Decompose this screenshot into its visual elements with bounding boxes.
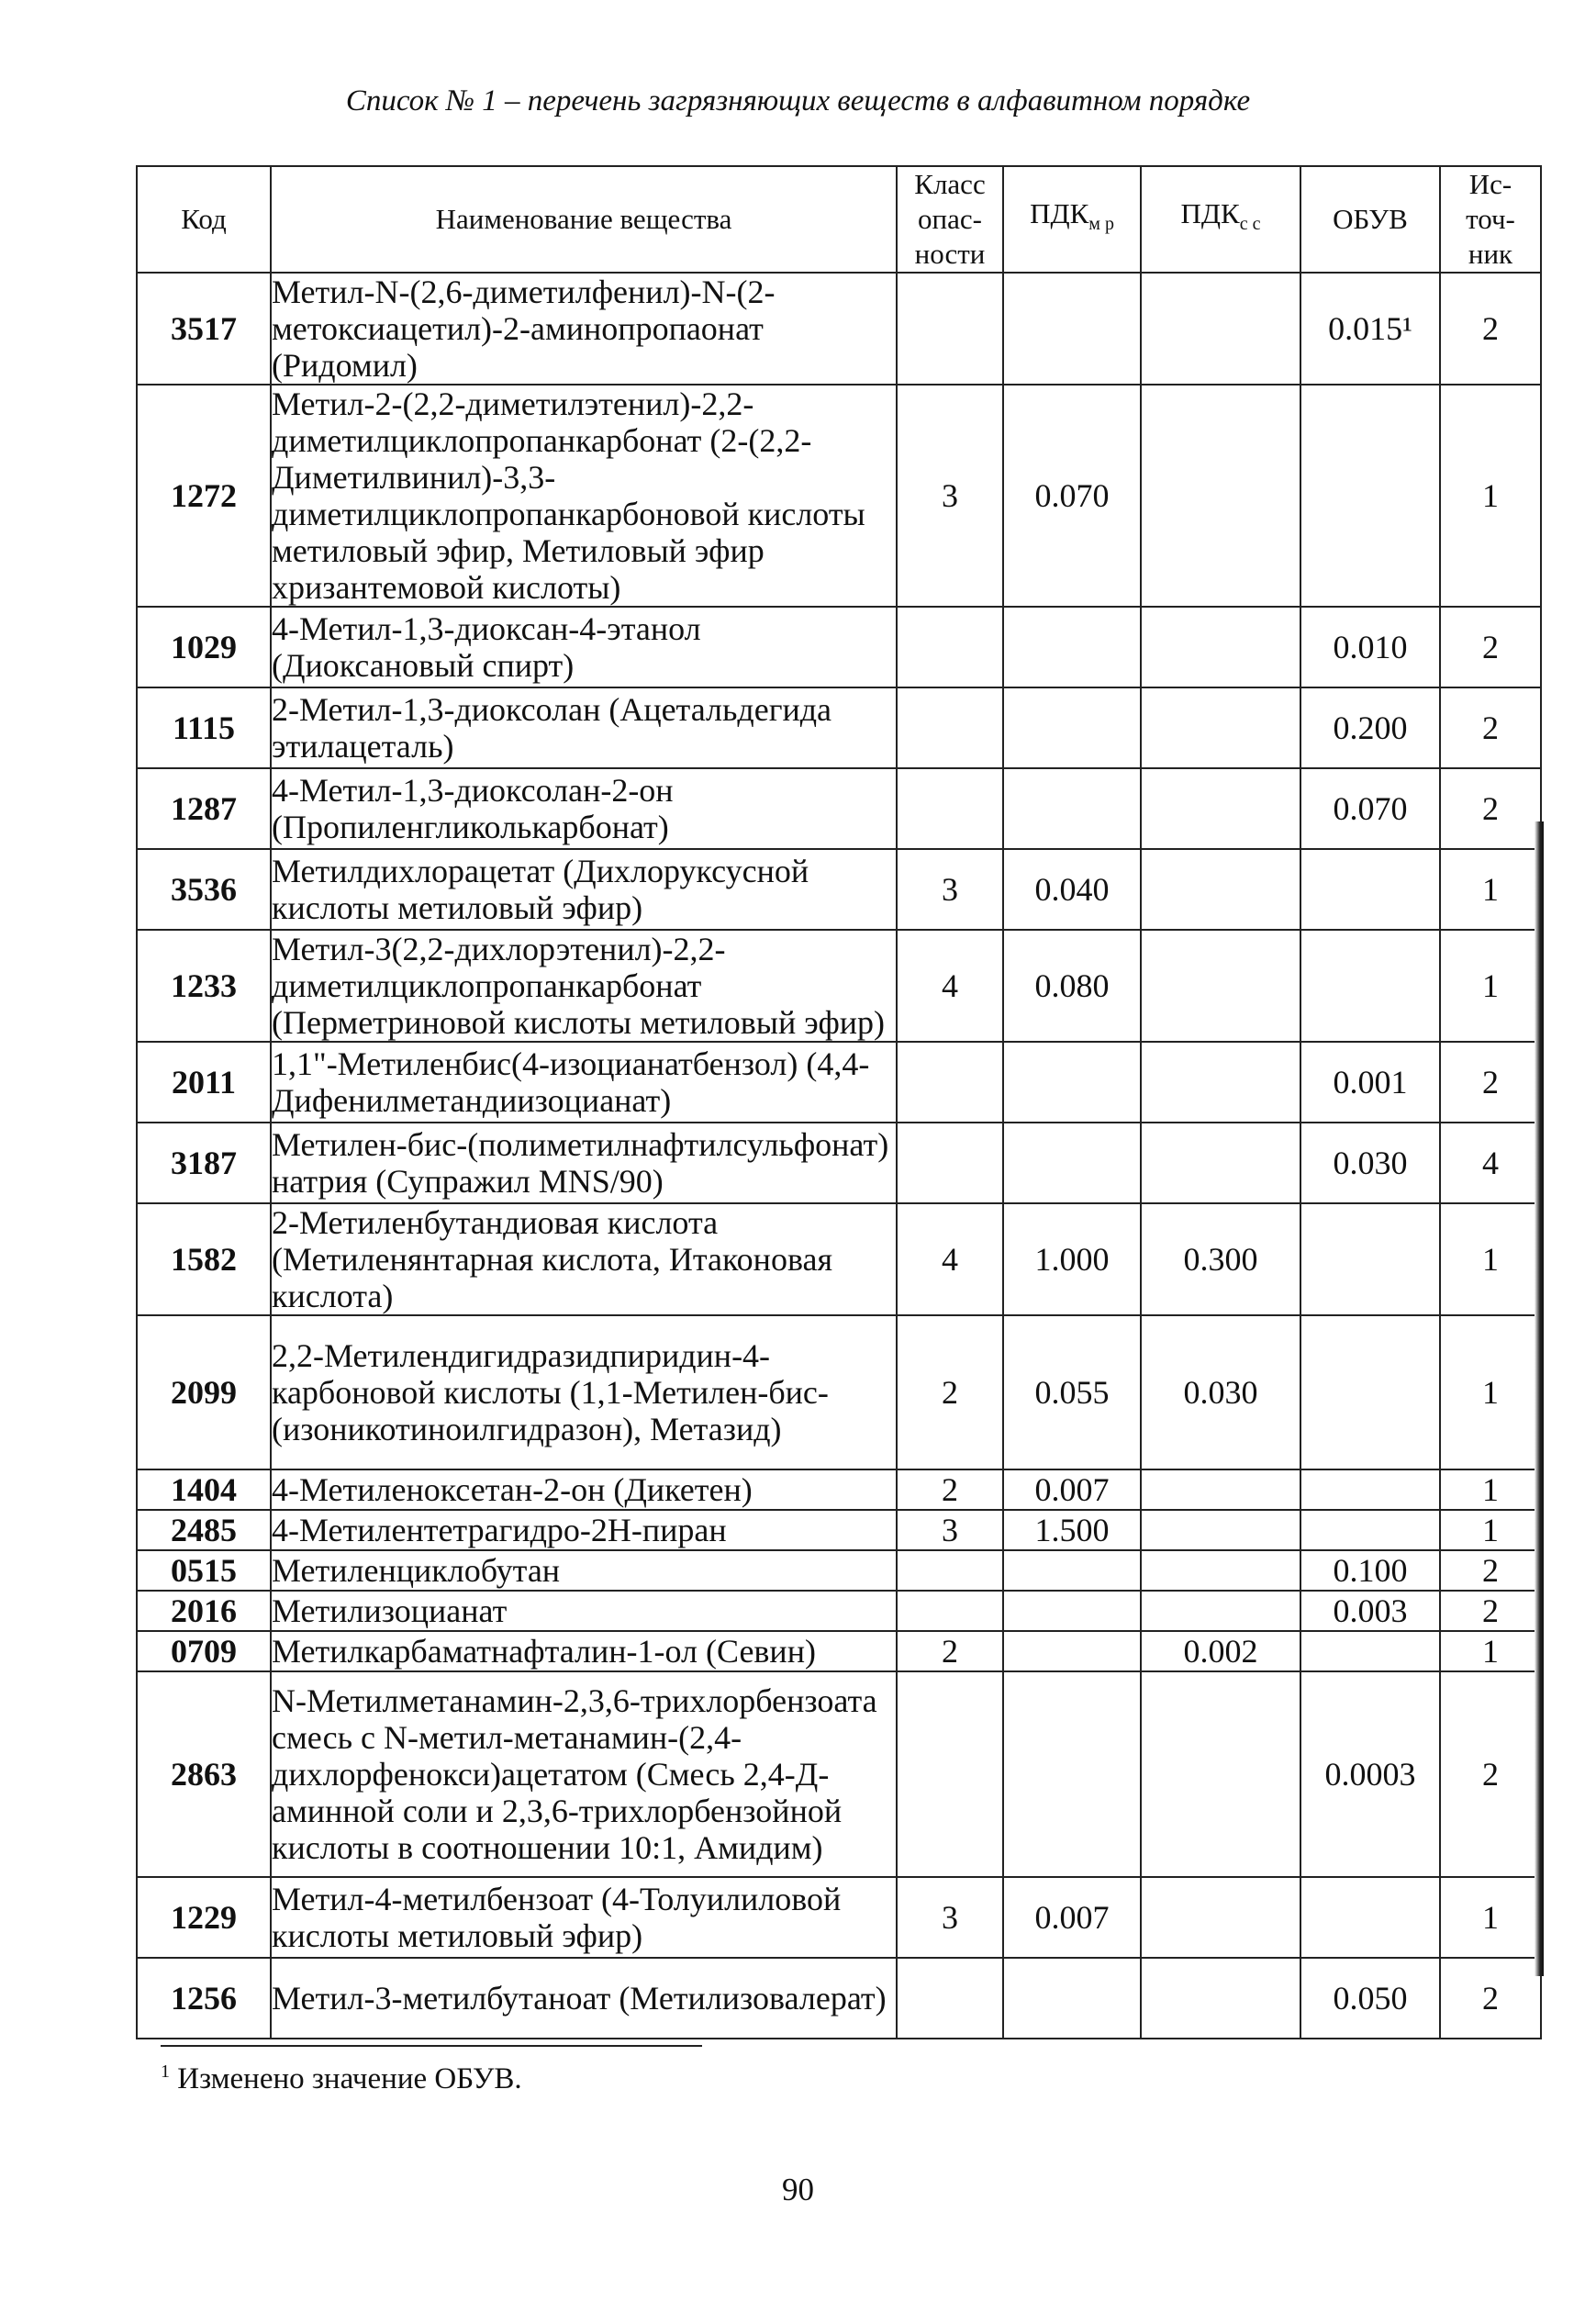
obuv-cell: 0.100: [1300, 1550, 1440, 1591]
table-row: [137, 1591, 1541, 1631]
obuv-cell: [1300, 1510, 1440, 1550]
footnote-text: Изменено значение ОБУВ.: [177, 2062, 522, 2095]
code-cell: 3187: [137, 1123, 271, 1203]
table-row: [137, 273, 1541, 385]
obuv-cell: 0.003: [1300, 1591, 1440, 1631]
table-row: [137, 385, 1541, 607]
pdk-mr-cell: 0.055: [1003, 1315, 1141, 1469]
pdk-mr-cell: 1.500: [1003, 1510, 1141, 1550]
code-cell: 1272: [137, 385, 271, 607]
col-header-name: Наименование вещества: [271, 166, 897, 273]
code-cell: 1582: [137, 1203, 271, 1315]
substance-name-cell: Метилен-бис-(полиметилнафтилсульфонат) натрия (Супражил MNS/90): [271, 1123, 897, 1203]
substance-name-cell: Метил-3(2,2-дихлорэтенил)-2,2-диметилциклопропанкарбонат (Перметриновой кислоты метиловый эфир): [271, 930, 897, 1042]
hazard-class-cell: 3: [897, 849, 1003, 930]
obuv-cell: [1300, 849, 1440, 930]
hazard-class-cell: 3: [897, 1510, 1003, 1550]
pdk-mr-cell: [1003, 1631, 1141, 1671]
hazard-class-cell: [897, 607, 1003, 687]
substance-name-cell: Метил-4-метилбензоат (4-Толуилиловой кислоты метиловый эфир): [271, 1877, 897, 1958]
pdk-mr-cell: [1003, 768, 1141, 849]
obuv-cell: [1300, 1469, 1440, 1510]
substance-name-cell: 4-Метил-1,3-диоксолан-2-он (Пропиленгликолькарбонат): [271, 768, 897, 849]
substance-name-cell: 4-Метиленоксетан-2-он (Дикетен): [271, 1469, 897, 1510]
pdk-ss-cell: [1141, 930, 1300, 1042]
col-header-source: Ис- точ- ник: [1440, 166, 1541, 273]
table-row: [137, 849, 1541, 930]
pdk-ss-cell: 0.300: [1141, 1203, 1300, 1315]
pdk-mr-cell: 0.007: [1003, 1877, 1141, 1958]
code-cell: 1256: [137, 1958, 271, 2039]
substance-name-cell: 4-Метил-1,3-диоксан-4-этанол (Диоксановый спирт): [271, 607, 897, 687]
code-cell: 1233: [137, 930, 271, 1042]
source-cell: 1: [1440, 1631, 1541, 1671]
source-cell: 2: [1440, 1591, 1541, 1631]
pdk-ss-cell: [1141, 1123, 1300, 1203]
obuv-cell: [1300, 385, 1440, 607]
code-cell: 2485: [137, 1510, 271, 1550]
table-row: [137, 607, 1541, 687]
substance-name-cell: 2,2-Метилендигидразидпиридин-4-карбоновой кислоты (1,1-Метилен-бис-(изоникотиноилгидразон), Метазид): [271, 1315, 897, 1469]
hazard-class-cell: [897, 687, 1003, 768]
substance-name-cell: Метил-3-метилбутаноат (Метилизовалерат): [271, 1958, 897, 2039]
code-cell: 1115: [137, 687, 271, 768]
pdk-mr-cell: 0.070: [1003, 385, 1141, 607]
hazard-class-cell: 2: [897, 1469, 1003, 1510]
source-cell: 2: [1440, 273, 1541, 385]
table-row: [137, 1469, 1541, 1510]
code-cell: 2016: [137, 1591, 271, 1631]
pdk-ss-cell: [1141, 1877, 1300, 1958]
hazard-class-cell: [897, 768, 1003, 849]
pdk-ss-cell: [1141, 1591, 1300, 1631]
code-cell: 2863: [137, 1671, 271, 1877]
obuv-cell: 0.200: [1300, 687, 1440, 768]
substance-name-cell: Метиленциклобутан: [271, 1550, 897, 1591]
hazard-class-cell: 4: [897, 1203, 1003, 1315]
substance-name-cell: 2-Метил-1,3-диоксолан (Ацетальдегида этилацеталь): [271, 687, 897, 768]
hazard-class-cell: 2: [897, 1315, 1003, 1469]
substance-name-cell: Метил-2-(2,2-диметилэтенил)-2,2-диметилциклопропанкарбонат (2-(2,2-Диметилвинил)-3,3-диметилциклопропанкарбоновой кислоты метиловый эфир, Метиловый эфир хризантемовой кислоты): [271, 385, 897, 607]
hazard-class-cell: [897, 1550, 1003, 1591]
pdk-mr-cell: [1003, 1042, 1141, 1123]
substance-name-cell: Метил-N-(2,6-диметилфенил)-N-(2-метоксиацетил)-2-аминопропаонат (Ридомил): [271, 273, 897, 385]
table-row: [137, 930, 1541, 1042]
table-row: [137, 687, 1541, 768]
source-cell: 1: [1440, 1877, 1541, 1958]
table-row: [137, 1550, 1541, 1591]
col-header-pdk-mr: $ПДК_{м р}$: [1003, 166, 1141, 273]
pdk-ss-cell: [1141, 1550, 1300, 1591]
table-row: [137, 1203, 1541, 1315]
hazard-class-cell: [897, 1042, 1003, 1123]
pdk-ss-cell: [1141, 273, 1300, 385]
code-cell: 2099: [137, 1315, 271, 1469]
hazard-class-cell: [897, 1123, 1003, 1203]
substance-name-cell: 2-Метиленбутандиовая кислота (Метиленянтарная кислота, Итаконовая кислота): [271, 1203, 897, 1315]
pdk-mr-cell: [1003, 1591, 1141, 1631]
pdk-ss-cell: [1141, 1042, 1300, 1123]
source-cell: 2: [1440, 1671, 1541, 1877]
substance-name-cell: 4-Метилентетрагидро-2Н-пиран: [271, 1510, 897, 1550]
pdk-mr-cell: [1003, 607, 1141, 687]
source-cell: 2: [1440, 768, 1541, 849]
page-number: 90: [782, 2172, 814, 2207]
table-row: [137, 1671, 1541, 1877]
page-edge-shadow: [1535, 821, 1544, 1976]
pdk-ss-cell: [1141, 1510, 1300, 1550]
table-row: [137, 1123, 1541, 1203]
code-cell: 1229: [137, 1877, 271, 1958]
obuv-cell: 0.015¹: [1300, 273, 1440, 385]
pdk-mr-cell: 0.080: [1003, 930, 1141, 1042]
table-row: [137, 1315, 1541, 1469]
code-cell: 1287: [137, 768, 271, 849]
obuv-cell: [1300, 1631, 1440, 1671]
source-cell: 2: [1440, 607, 1541, 687]
pdk-mr-cell: 0.007: [1003, 1469, 1141, 1510]
footnote-divider: [161, 2045, 702, 2047]
table-row: [137, 1042, 1541, 1123]
pdk-mr-cell: [1003, 1671, 1141, 1877]
code-cell: 1404: [137, 1469, 271, 1510]
source-cell: 1: [1440, 930, 1541, 1042]
substance-name-cell: Метилизоцианат: [271, 1591, 897, 1631]
obuv-cell: [1300, 1315, 1440, 1469]
obuv-cell: 0.010: [1300, 607, 1440, 687]
substance-name-cell: N-Метилметанамин-2,3,6-трихлорбензоата смесь с N-метил-метанамин-(2,4-дихлорфенокси)ацетатом (Смесь 2,4-Д-аминной соли и 2,3,6-трихлорбензойной кислоты в соотношении 10:1, Амидим): [271, 1671, 897, 1877]
code-cell: 2011: [137, 1042, 271, 1123]
source-cell: 1: [1440, 1469, 1541, 1510]
table-row: [137, 1877, 1541, 1958]
hazard-class-cell: [897, 273, 1003, 385]
code-cell: 0709: [137, 1631, 271, 1671]
source-cell: 2: [1440, 1550, 1541, 1591]
substance-name-cell: Метилдихлорацетат (Дихлоруксусной кислоты метиловый эфир): [271, 849, 897, 930]
hazard-class-cell: [897, 1591, 1003, 1631]
substances-table: [136, 165, 1542, 2039]
col-header-pdk-ss: $ПДК_{с с}$: [1141, 166, 1300, 273]
source-cell: 2: [1440, 1042, 1541, 1123]
obuv-cell: 0.001: [1300, 1042, 1440, 1123]
substance-name-cell: 1,1"-Метиленбис(4-изоцианатбензол) (4,4-Дифенилметандиизоцианат): [271, 1042, 897, 1123]
pdk-mr-cell: [1003, 687, 1141, 768]
hazard-class-cell: [897, 1671, 1003, 1877]
table-row: [137, 1631, 1541, 1671]
pdk-mr-cell: [1003, 273, 1141, 385]
source-cell: 1: [1440, 1203, 1541, 1315]
pdk-mr-cell: [1003, 1958, 1141, 2039]
code-cell: 0515: [137, 1550, 271, 1591]
pdk-ss-cell: [1141, 607, 1300, 687]
pdk-ss-cell: [1141, 385, 1300, 607]
obuv-cell: 0.050: [1300, 1958, 1440, 2039]
table-row: [137, 1510, 1541, 1550]
pdk-mr-cell: 1.000: [1003, 1203, 1141, 1315]
source-cell: 2: [1440, 687, 1541, 768]
hazard-class-cell: 3: [897, 1877, 1003, 1958]
pdk-ss-cell: [1141, 768, 1300, 849]
obuv-cell: 0.0003: [1300, 1671, 1440, 1877]
pdk-ss-cell: 0.030: [1141, 1315, 1300, 1469]
hazard-class-cell: 3: [897, 385, 1003, 607]
source-cell: 1: [1440, 1510, 1541, 1550]
pdk-ss-cell: [1141, 687, 1300, 768]
substance-name-cell: Метилкарбаматнафталин-1-ол (Севин): [271, 1631, 897, 1671]
source-cell: 1: [1440, 849, 1541, 930]
footnote-mark: 1: [161, 2061, 170, 2082]
source-cell: 2: [1440, 1958, 1541, 2039]
col-header-obuv: ОБУВ: [1300, 166, 1440, 273]
list-title: Список № 1 – перечень загрязняющих веществ в алфавитном порядке: [345, 84, 1251, 117]
source-cell: 1: [1440, 385, 1541, 607]
code-cell: 1029: [137, 607, 271, 687]
footnote: [161, 2061, 522, 2096]
obuv-cell: 0.070: [1300, 768, 1440, 849]
pdk-ss-cell: [1141, 1469, 1300, 1510]
pdk-mr-cell: [1003, 1123, 1141, 1203]
pdk-ss-cell: 0.002: [1141, 1631, 1300, 1671]
obuv-cell: 0.030: [1300, 1123, 1440, 1203]
pdk-ss-cell: [1141, 1671, 1300, 1877]
pdk-mr-cell: [1003, 1550, 1141, 1591]
source-cell: 1: [1440, 1315, 1541, 1469]
obuv-cell: [1300, 1877, 1440, 1958]
source-cell: 4: [1440, 1123, 1541, 1203]
hazard-class-cell: 2: [897, 1631, 1003, 1671]
pdk-mr-cell: 0.040: [1003, 849, 1141, 930]
obuv-cell: [1300, 1203, 1440, 1315]
table-header-row: [137, 166, 1541, 273]
obuv-cell: [1300, 930, 1440, 1042]
hazard-class-cell: [897, 1958, 1003, 2039]
col-header-class: Класс опас- ности: [897, 166, 1003, 273]
col-header-code: Код: [137, 166, 271, 273]
table-row: [137, 1958, 1541, 2039]
pdk-ss-cell: [1141, 1958, 1300, 2039]
pdk-ss-cell: [1141, 849, 1300, 930]
code-cell: 3536: [137, 849, 271, 930]
code-cell: 3517: [137, 273, 271, 385]
hazard-class-cell: 4: [897, 930, 1003, 1042]
table-row: [137, 768, 1541, 849]
